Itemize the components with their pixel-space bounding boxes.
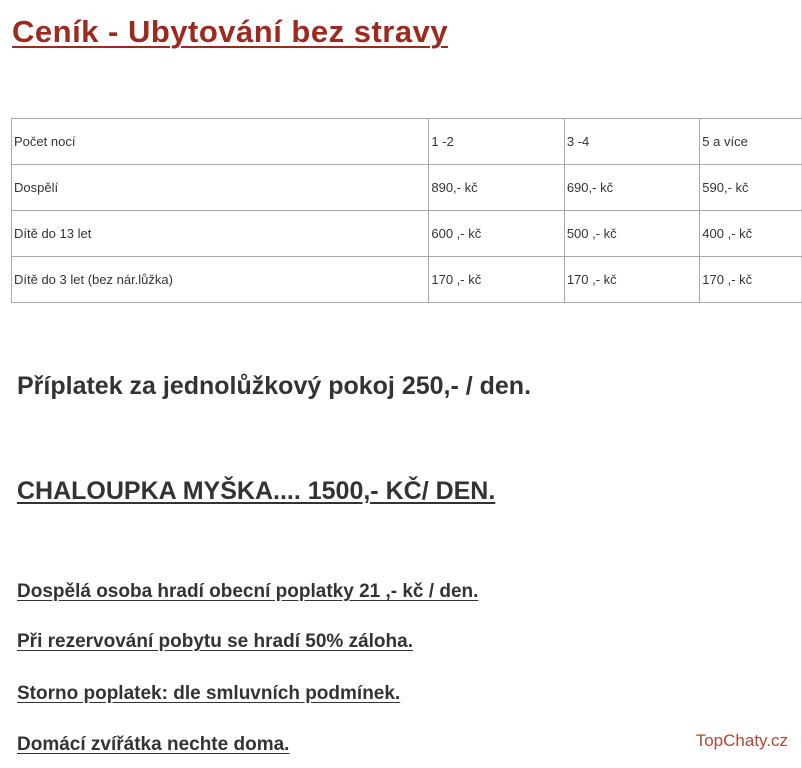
table-cell: Dítě do 3 let (bez nár.lůžka) bbox=[12, 257, 429, 303]
table-cell: 170 ,- kč bbox=[564, 257, 699, 303]
table-cell: 890,- kč bbox=[429, 165, 564, 211]
table-header-cell: 5 a více bbox=[700, 119, 802, 165]
table-cell: 400 ,- kč bbox=[700, 211, 802, 257]
watermark: TopChaty.cz bbox=[695, 731, 788, 750]
table-cell: 600 ,- kč bbox=[429, 211, 564, 257]
table-header-row bbox=[12, 119, 802, 165]
table-row bbox=[12, 211, 802, 257]
note-deposit: Při rezervování pobytu se hradí 50% záloha. bbox=[17, 631, 413, 652]
table-cell: 590,- kč bbox=[700, 165, 802, 211]
note-pets: Domácí zvířátka nechte doma. bbox=[17, 734, 290, 755]
table-header-cell: 1 -2 bbox=[429, 119, 564, 165]
page-title: Ceník - Ubytování bez stravy bbox=[12, 14, 449, 49]
table-cell: 500 ,- kč bbox=[564, 211, 699, 257]
table-cell: Dítě do 13 let bbox=[12, 211, 429, 257]
table-header-cell: 3 -4 bbox=[564, 119, 699, 165]
table-row bbox=[12, 165, 802, 211]
table-cell: Dospělí bbox=[12, 165, 429, 211]
table-cell: 170 ,- kč bbox=[429, 257, 564, 303]
table-header-cell: Počet nocí bbox=[12, 119, 429, 165]
note-tourist-tax: Dospělá osoba hradí obecní poplatky 21 ,- kč / den. bbox=[17, 581, 479, 602]
table-cell: 690,- kč bbox=[564, 165, 699, 211]
single-room-surcharge: Příplatek za jednolůžkový pokoj 250,- / den. bbox=[17, 372, 532, 400]
cottage-price: CHALOUPKA MYŠKA.... 1500,- KČ/ DEN. bbox=[17, 477, 496, 505]
price-table bbox=[11, 118, 802, 303]
table-cell: 170 ,- kč bbox=[700, 257, 802, 303]
table-row bbox=[12, 257, 802, 303]
note-cancellation: Storno poplatek: dle smluvních podmínek. bbox=[17, 683, 401, 704]
